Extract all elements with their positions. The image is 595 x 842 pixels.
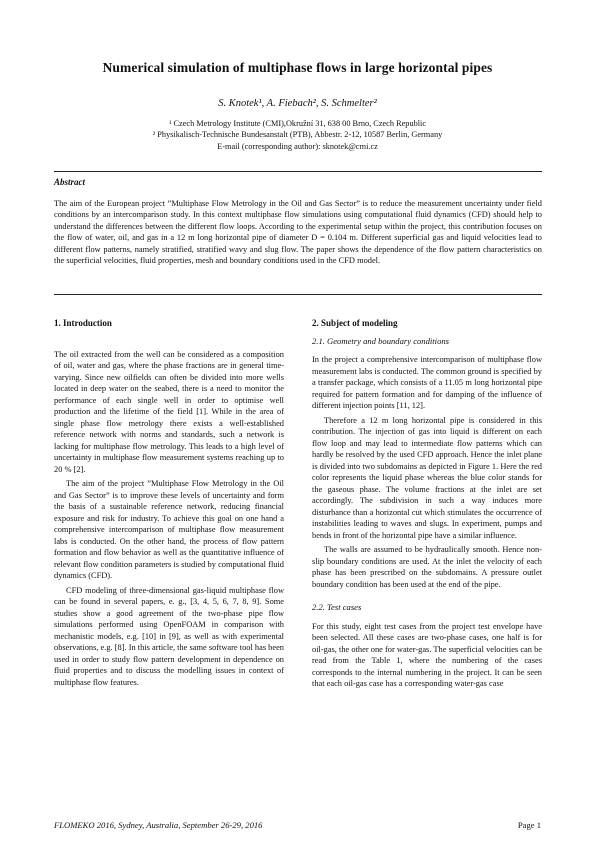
test-cases-paragraph: For this study, eight test cases from the project test envelope have been selected. All these cases are two-phase cases, one half is for oil-gas, the other one for water-gas. The superficial velocities can be read from the Table 1, where the numbering of the cases corresponds to the internal numbering in the project. It can be seen that each oil-gas case has a corresponding water-gas case: [312, 621, 542, 688]
subsection-heading-test-cases: 2.2. Test cases: [312, 602, 362, 612]
contact-email: E-mail (corresponding author): sknotek@cmi.cz: [217, 142, 378, 151]
section-heading-introduction: 1. Introduction: [54, 318, 112, 328]
affiliation-1: ¹ Czech Metrology Institute (CMI),Okružní 31, 638 00 Brno, Czech Republic: [168, 119, 427, 128]
footer-conference: FLOMEKO 2016, Sydney, Australia, September 26-29, 2016: [54, 820, 263, 830]
geometry-paragraph-1: In the project a comprehensive intercomparison of multiphase flow measurement labs is conducted. The common ground is specified by a transfer package, which consists of a 11.05 m long horizontal pipe required for pattern formation and for damping of the influence of different injection points [11, 12].: [312, 355, 542, 410]
paper-title: Numerical simulation of multiphase flows in large horizontal pipes: [102, 60, 493, 75]
author-list: S. Knotek¹, A. Fiebach², S. Schmelter²: [218, 98, 377, 109]
left-column: [54, 318, 284, 688]
section-heading-subject: 2. Subject of modeling: [312, 318, 398, 328]
intro-paragraph-1: The oil extracted from the well can be considered as a composition of oil, water and gas, where the phase fractions are in general time-varying. Since new oilfields can often be divided into more wells located in deep water on the seabed, there is a need to monitor the performance of each single well in order to optimise well production and the lifetime of the field [1]. While in the area of single phase flow metrology there exists a well-established reference network with norms and standards, such a network is lacking for multiphase flow metrology. This leads to a high level of uncertainty in multiphase flow measurement systems reaching up to 20 % [2].: [54, 349, 284, 474]
abstract-bottom-rule: [54, 294, 542, 295]
affiliation-2: ² Physikalisch-Technische Bundesanstalt (PTB), Abbestr. 2-12, 10587 Berlin, Germany: [152, 130, 443, 139]
abstract-top-rule: [54, 171, 542, 172]
geometry-paragraph-3: The walls are assumed to be hydraulically smooth. Hence non-slip boundary conditions are used. At the inlet the velocity of each phase has been prescribed on the subdomains. A pressure outlet boundary condition has been used at the end of the pipe.: [312, 545, 542, 589]
abstract-heading: Abstract: [54, 177, 86, 187]
right-column: [312, 318, 542, 690]
abstract-text: The aim of the European project ”Multiphase Flow Metrology in the Oil and Gas Sector” is to reduce the measurement uncertainty under field conditions by an intercomparison study. In this context multiphase flow simulations using computational fluid dynamics (CFD) should help to understand the differences between the different flow loops. According to the experimental setup within the project, this contribution focuses on the flow of water, oil, and gas in a 12 m long horizontal pipe of diameter D = 0.104 m. Different superficial gas and liquid velocities lead to different flow patterns, namely stratified, stratified wavy and slug flow. The paper shows the dependence of the flow pattern characteristics on the superficial velocities, fluid properties, mesh and boundary conditions used in the CFD model.: [54, 199, 542, 266]
intro-paragraph-3: CFD modeling of three-dimensional gas-liquid multiphase flow can be found in several papers, e. g., [3, 4, 5, 6, 7, 8, 9]. Some studies show a good agreement of the two-phase pipe flow simulations performed using OpenFOAM in comparison with mechanistic models, e.g. [10] in [9], as well as with experimental observations, e.g. [8]. In this article, the same software tool has been used in order to study flow pattern development in dependence on fluid properties and to discuss the modelling issues in context of multiphase flow features.: [54, 585, 284, 687]
geometry-paragraph-2: Therefore a 12 m long horizontal pipe is considered in this contribution. The injection of gas into liquid is different on each flow loop and may lead to intermediate flow patterns which can hardly be resolved by the used CFD approach. Hence the inlet plane is divided into two subdomains as depicted in Figure 1. Here the red color represents the liquid phase whereas the blue color stands for the gaseous phase. The volume fractions at the inlet are set accordingly. The subdivision in such a way induces more disturbance than a horizontal cut which stimulates the occurrence of instabilities leading to waves and slugs. In experiment, pumps and bends in front of the horizontal pipe have a similar influence.: [312, 415, 542, 540]
intro-paragraph-2: The aim of the project ”Multiphase Flow Metrology in the Oil and Gas Sector” is to improve these levels of uncertainty and form the basis of a sustainable reference network, reducing financial exposure and risk for industry. To achieve this goal on one hand a comprehensive intercomparison of multiphase flow measurement labs is conducted. On the other hand, the process of flow pattern formation and flow behavior as well as the quantitative influence of relevant flow condition parameters is studied by computational fluid dynamics (CFD).: [54, 479, 284, 580]
footer-page-number: Page 1: [517, 820, 541, 830]
subsection-heading-geometry: 2.1. Geometry and boundary conditions: [312, 335, 450, 346]
